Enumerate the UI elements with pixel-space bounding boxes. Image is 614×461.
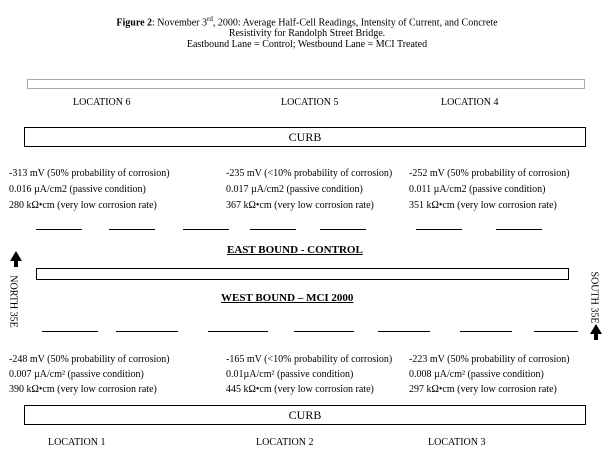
resistivity-reading: 280 kΩ•cm (very low corrosion rate) <box>9 200 157 211</box>
lane-dash <box>36 229 82 230</box>
westbound-reading-location-1 <box>9 352 170 397</box>
current-reading: 0.016 µA/cm2 (passive condition) <box>9 184 146 195</box>
top-curb-label: CURB <box>288 130 322 144</box>
north-label: NORTH 35E <box>7 275 19 328</box>
eastbound-reading-location-4 <box>409 166 570 214</box>
top-rail <box>27 79 585 89</box>
lane-dash <box>183 229 229 230</box>
potential-reading: -235 mV (<10% probability of corrosion) <box>226 168 393 179</box>
south-label: SOUTH 35E <box>588 271 600 324</box>
resistivity-reading: 367 kΩ•cm (very low corrosion rate) <box>226 200 374 211</box>
lane-dash <box>250 229 296 230</box>
location-3-label: LOCATION 3 <box>428 437 486 448</box>
current-reading: 0.011 µA/cm2 (passive condition) <box>409 184 546 195</box>
lane-dash <box>534 331 578 332</box>
lane-dash <box>42 331 98 332</box>
westbound-reading-location-3 <box>409 352 570 397</box>
south-arrow-icon <box>589 324 603 340</box>
eastbound-title: EAST BOUND - CONTROL <box>227 244 363 256</box>
resistivity-reading: 351 kΩ•cm (very low corrosion rate) <box>409 200 557 211</box>
location-5-label: LOCATION 5 <box>281 97 339 108</box>
caption-line-1 <box>0 14 614 28</box>
location-2-label: LOCATION 2 <box>256 437 314 448</box>
resistivity-reading: 390 kΩ•cm (very low corrosion rate) <box>9 384 157 395</box>
figure-label: Figure 2 <box>116 17 153 29</box>
north-arrow-icon <box>9 251 23 267</box>
westbound-reading-location-2 <box>226 352 392 397</box>
eastbound-reading-location-6 <box>9 166 170 214</box>
top-curb <box>24 127 586 147</box>
lane-dash <box>378 331 430 332</box>
location-6-label: LOCATION 6 <box>73 97 131 108</box>
bottom-curb <box>24 405 586 425</box>
figure-caption <box>0 14 614 50</box>
location-4-label: LOCATION 4 <box>441 97 499 108</box>
lane-dash <box>416 229 462 230</box>
caption-text-a: : November 3 <box>152 17 208 29</box>
caption-text-b: , 2000: Average Half-Cell Readings, Intensity of Current, and Concrete <box>212 17 498 29</box>
potential-reading: -252 mV (50% probability of corrosion) <box>409 168 570 179</box>
location-1-label: LOCATION 1 <box>48 437 106 448</box>
resistivity-reading: 297 kΩ•cm (very low corrosion rate) <box>409 384 557 395</box>
bottom-curb-label: CURB <box>288 408 322 422</box>
lane-dash <box>116 331 178 332</box>
lane-dash <box>460 331 512 332</box>
caption-sup: rd <box>207 15 213 23</box>
current-reading: 0.007 µA/cm² (passive condition) <box>9 369 144 380</box>
potential-reading: -223 mV (50% probability of corrosion) <box>409 354 570 365</box>
caption-line-3: Eastbound Lane = Control; Westbound Lane = MCI Treated <box>186 39 428 51</box>
current-reading: 0.01µA/cm² (passive condition) <box>226 369 354 380</box>
lane-dash <box>294 331 354 332</box>
lane-dash <box>320 229 366 230</box>
potential-reading: -248 mV (50% probability of corrosion) <box>9 354 170 365</box>
lane-dash <box>208 331 268 332</box>
eastbound-reading-location-5 <box>226 166 392 214</box>
westbound-title: WEST BOUND – MCI 2000 <box>221 292 354 304</box>
current-reading: 0.017 µA/cm2 (passive condition) <box>226 184 363 195</box>
current-reading: 0.008 µA/cm² (passive condition) <box>409 369 544 380</box>
median-rail <box>36 268 569 280</box>
resistivity-reading: 445 kΩ•cm (very low corrosion rate) <box>226 384 374 395</box>
lane-dash <box>109 229 155 230</box>
caption-line-2: Resistivity for Randolph Street Bridge. <box>228 28 386 40</box>
potential-reading: -165 mV (<10% probability of corrosion) <box>226 354 393 365</box>
potential-reading: -313 mV (50% probability of corrosion) <box>9 168 170 179</box>
lane-dash <box>496 229 542 230</box>
